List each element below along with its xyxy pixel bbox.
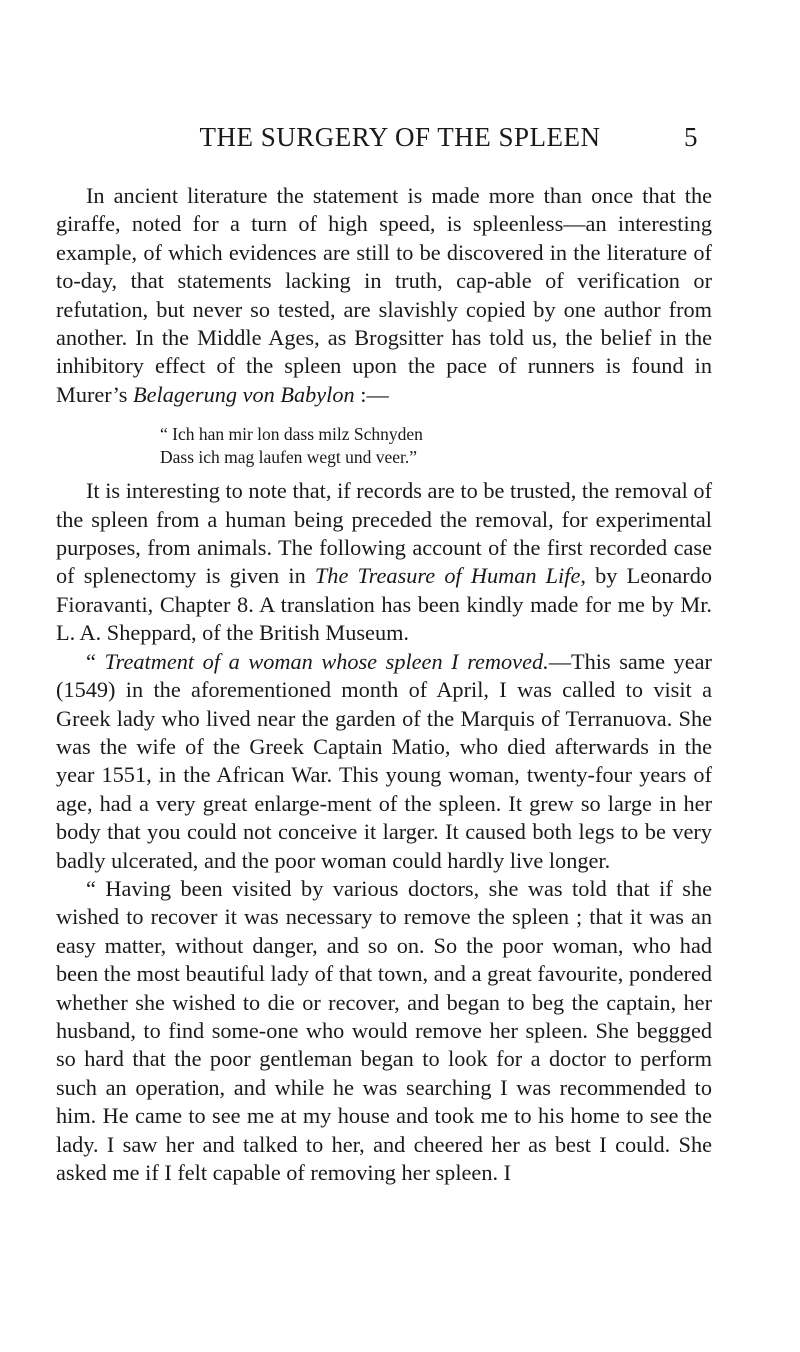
paragraph-text: —This same year (1549) in the aforementioned month of April, I was called to visit a Greek lady who lived near the garden of the Marquis of Terranuova. She was the wife of the Greek Captain Matio, who died afterwards in the year 1551, in the African War. This young woman, twenty-four years of age, had a very great enlarge-ment of the spleen. It grew so large in her body that you could not conceive it larger. It caused both legs to be very badly ulcerated, and the poor woman could hardly live longer. (56, 648, 712, 873)
paragraph-text: It is interesting to note that, if records are to be trusted, the removal of the spleen from a human being preceded the removal, for experimental purposes, from animals. The following account of the first recorded case of splenectomy is given in (56, 478, 712, 589)
verse-quotation (160, 423, 712, 469)
italic-heading: Treatment of a woman whose spleen I removed. (104, 648, 549, 674)
italic-title: Belagerung von Babylon (133, 381, 355, 407)
paragraph-text: , by Leonardo Fioravanti, Chapter 8. A translation has been kindly made for me by Mr. L. A. Sheppard, of the British Museum. (56, 563, 713, 646)
paragraph-text: “ Having been visited by various doctors, she was told that if she wished to recover it was necessary to remove the spleen ; that it was an easy matter, without danger, and so on. So the poor woman, who had been the most beautiful lady of that town, and a great favourite, pondered whether she wished to die or recover, and began to beg the captain, her husband, to find some-one who would remove her spleen. She beggged so hard that the poor gentleman began to look for a doctor to perform such an operation, and while he was searching I was recommended to him. He came to see me at my house and took me to his home to see the lady. I saw her and talked to her, and cheered her as best I could. She asked me if I felt capable of removing her spleen. I (56, 875, 712, 1185)
paragraph-records (56, 477, 712, 647)
paragraph-doctors (56, 875, 712, 1187)
paragraph-text: :— (354, 381, 389, 407)
italic-book-title: The Treasure of Human Life (314, 563, 581, 589)
page-number: 5 (684, 122, 698, 152)
verse-line: Dass ich mag laufen wegt und veer.” (160, 447, 418, 468)
paragraph-treatment (56, 648, 712, 875)
paragraph-text: In ancient literature the statement is made more than once that the giraffe, noted for a turn of high speed, is spleenless—an interesting example, of which evidences are still to be discovered in the literature of to-day, that statements lacking in truth, cap-able of verification or refutation, but never so tested, are slavishly copied by one author from another. In the Middle Ages, as Brogsitter has told us, the belief in the inhibitory effect of the spleen upon the pace of runners is found in Murer’s (56, 183, 712, 407)
body-text (56, 182, 712, 1187)
open-quote: “ (86, 648, 105, 674)
paragraph-giraffe (56, 182, 712, 409)
verse-line: “ Ich han mir lon dass milz Schnyden (160, 424, 423, 445)
page-header (0, 122, 800, 162)
running-title: THE SURGERY OF THE SPLEEN (199, 122, 601, 152)
